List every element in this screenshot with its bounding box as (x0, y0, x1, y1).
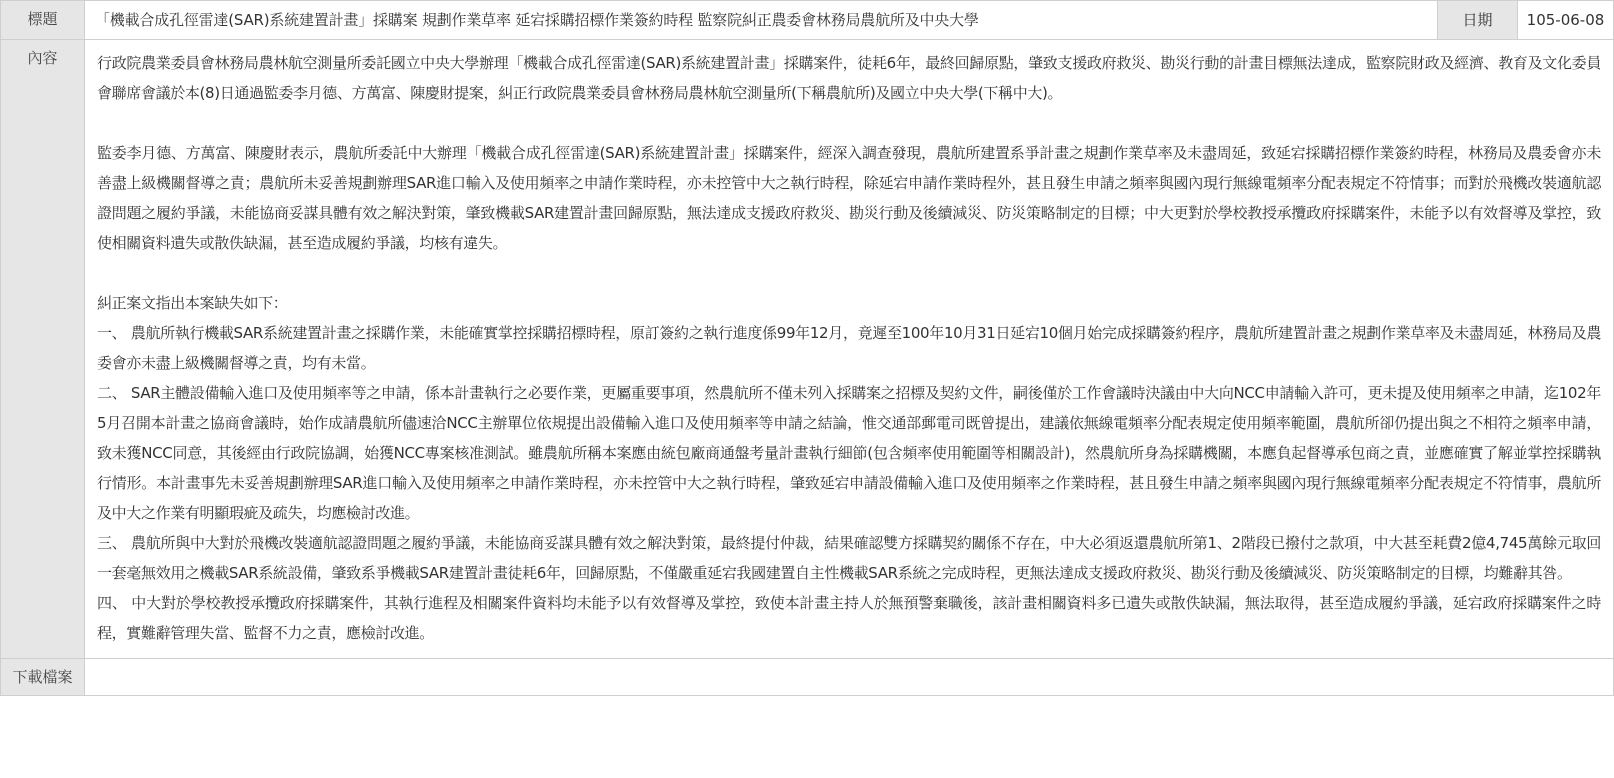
content-paragraph-statement: 監委李月德、方萬富、陳慶財表示，農航所委託中大辦理「機載合成孔徑雷達(SAR)系統建置計畫」採購案件，經深入調查發現，農航所建置系爭計畫之規劃作業草率及未盡周延，致延宕採購招標作業簽約時程，林務局及農委會亦未善盡上級機關督導之責；農航所未妥善規劃辦理SAR進口輸入及使用頻率之申請作業時程，亦未控管中大之執行時程，除延宕申請作業時程外，甚且發生申請之頻率與國內現行無線電頻率分配表規定不符情事；而對於飛機改裝適航認證問題之履約爭議，未能協商妥謀具體有效之解決對策，肇致機載SAR建置計畫回歸原點，無法達成支援政府救災、勘災行動及後續減災、防災策略制定的目標；中大更對於學校教授承攬政府採購案件，未能予以有效督導及掌控，致使相關資料遺失或散佚缺漏，甚至造成履約爭議，均核有違失。 (97, 144, 1601, 252)
record-title: 「機載合成孔徑雷達(SAR)系統建置計畫」採購案 規劃作業草率 延宕採購招標作業簽約時程 監察院糾正農委會林務局農航所及中央大學 (95, 11, 979, 29)
content-paragraph-finding-2: 二、 SAR主體設備輸入進口及使用頻率等之申請，係本計畫執行之必要作業，更屬重要事項，然農航所不僅未列入採購案之招標及契約文件，嗣後僅於工作會議時決議由中大向NCC申請輸入許可，更未提及使用頻率之申請，迄102年5月召開本計畫之協商會議時，始作成請農航所儘速洽NCC主辦單位依規提出設備輸入進口及使用頻率等申請之結論，惟交通部郵電司既曾提出，建議依無線電頻率分配表規定使用頻率範圍，農航所卻仍提出與之不相符之頻率申請，致未獲NCC同意，其後經由行政院協調，始獲NCC專案核准測試。雖農航所稱本案應由統包廠商通盤考量計畫執行細節(包含頻率使用範圍等相關設計)，然農航所身為採購機關，本應負起督導承包商之責，並應確實了解並掌控採購執行情形。本計畫事先未妥善規劃辦理SAR進口輸入及使用頻率之申請作業時程，亦未控管中大之執行時程，肇致延宕申請設備輸入進口及使用頻率之作業時程，甚且發生申請之頻率與國內現行無線電頻率分配表規定不符情事，農航所及中大之作業有明顯瑕疵及疏失，均應檢討改進。 (97, 384, 1601, 522)
content-row (1, 40, 1614, 659)
download-label: 下載檔案 (1, 659, 85, 696)
content-cell (85, 40, 1614, 659)
content-paragraph-findings-heading: 糾正案文指出本案缺失如下： (97, 294, 288, 312)
date-label: 日期 (1438, 1, 1518, 40)
content-body (85, 40, 1613, 658)
download-row (1, 659, 1614, 696)
content-paragraph-finding-3: 三、 農航所與中大對於飛機改裝適航認證問題之履約爭議，未能協商妥謀具體有效之解決對策，最終提付仲裁，結果確認雙方採購契約關係不存在，中大必須返還農航所第1、2階段已撥付之款項，中大甚至耗費2億4,745萬餘元取回一套毫無效用之機載SAR系統設備，肇致系爭機載SAR建置計畫徒耗6年，回歸原點，不僅嚴重延宕我國建置自主性機載SAR系統之完成時程，更無法達成支援政府救災、勘災行動及後續減災、防災策略制定的目標，均難辭其咎。 (97, 534, 1601, 582)
title-label: 標題 (1, 1, 85, 40)
content-label: 內容 (1, 40, 85, 659)
download-cell (85, 659, 1614, 696)
content-paragraph-finding-4: 四、 中大對於學校教授承攬政府採購案件，其執行進程及相關案件資料均未能予以有效督導及掌控，致使本計畫主持人於無預警棄職後，該計畫相關資料多已遺失或散佚缺漏，無法取得，甚至造成履約爭議，延宕政府採購案件之時程，實難辭管理失當、監督不力之責，應檢討改進。 (97, 594, 1601, 642)
title-cell (85, 1, 1438, 40)
content-paragraph-intro: 行政院農業委員會林務局農林航空測量所委託國立中央大學辦理「機載合成孔徑雷達(SAR)系統建置計畫」採購案件，徒耗6年，最終回歸原點，肇致支援政府救災、勘災行動的計畫目標無法達成，監察院財政及經濟、教育及文化委員會聯席會議於本(8)日通過監委李月德、方萬富、陳慶財提案，糾正行政院農業委員會林務局農林航空測量所(下稱農航所)及國立中央大學(下稱中大)。 (97, 54, 1601, 102)
title-row (1, 1, 1614, 40)
content-paragraph-finding-1: 一、 農航所執行機載SAR系統建置計畫之採購作業，未能確實掌控採購招標時程，原訂簽約之執行進度係99年12月，竟遲至100年10月31日延宕10個月始完成採購簽約程序，農航所建置計畫之規劃作業草率及未盡周延，林務局及農委會亦未盡上級機關督導之責，均有未當。 (97, 324, 1601, 372)
record-date: 105-06-08 (1518, 1, 1614, 40)
